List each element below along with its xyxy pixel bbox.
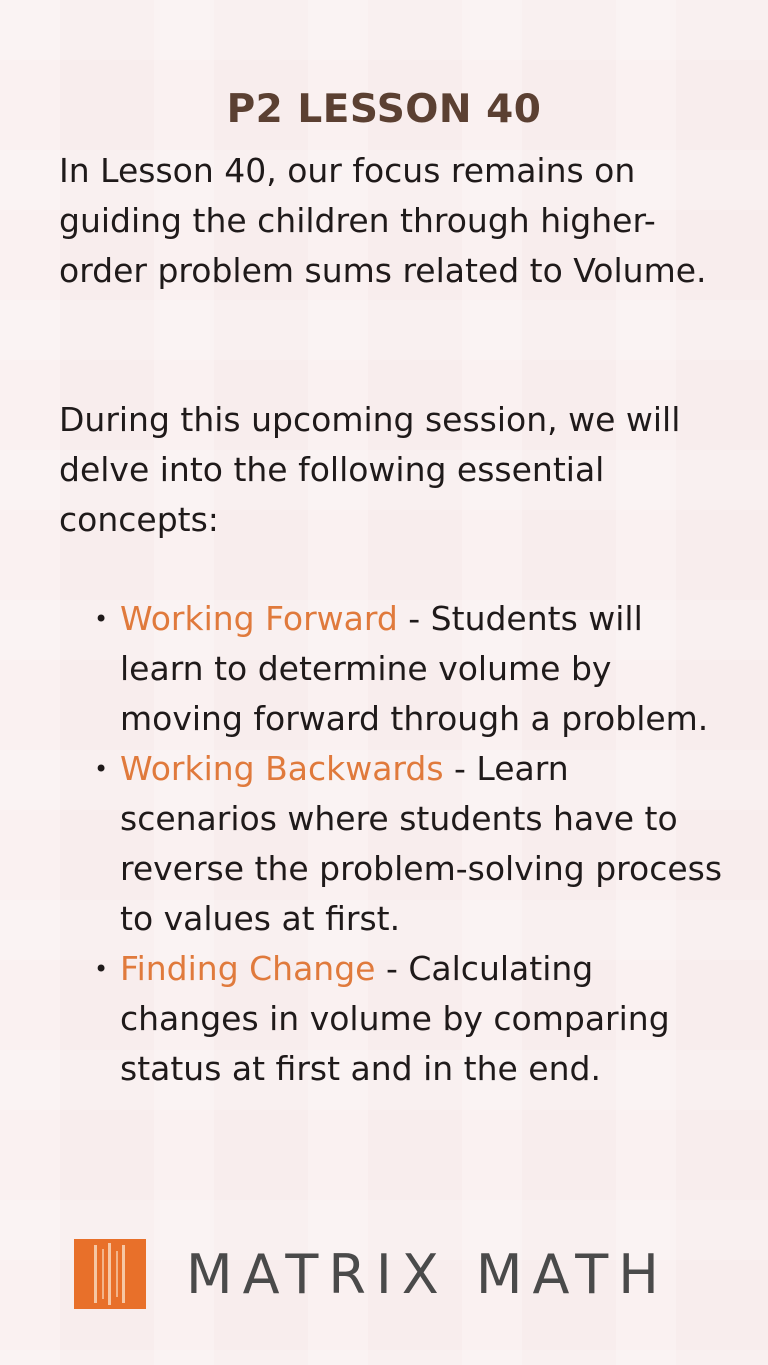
- concept-name: Working Forward: [120, 599, 398, 638]
- matrix-math-logo-mark-icon: [74, 1239, 146, 1309]
- intro-paragraph: In Lesson 40, our focus remains on guiding the children through higher-order problem sums related to Volume.: [59, 151, 707, 290]
- bullet-icon: •: [94, 605, 109, 633]
- logo-text: MATRIX MATH: [186, 1243, 669, 1306]
- matrix-math-logo: [74, 1237, 734, 1311]
- concept-description: - Students will learn to determine volume by moving forward through a problem.: [120, 599, 709, 738]
- concept-list: [94, 594, 734, 1094]
- bullet-icon: •: [94, 755, 109, 783]
- page-title: P2 LESSON 40: [226, 87, 542, 133]
- list-item: [94, 744, 734, 944]
- concept-name: Finding Change: [120, 949, 376, 988]
- concept-name: Working Backwards: [120, 749, 444, 788]
- list-item: [94, 944, 734, 1094]
- concept-description: - Learn scenarios where students have to reverse the problem-solving process to values at first.: [120, 749, 723, 938]
- concept-description: - Calculating changes in volume by comparing status at first and in the end.: [120, 949, 670, 1088]
- bullet-icon: •: [94, 955, 109, 983]
- session-paragraph: During this upcoming session, we will delve into the following essential concepts:: [59, 400, 681, 539]
- list-item: [94, 594, 734, 744]
